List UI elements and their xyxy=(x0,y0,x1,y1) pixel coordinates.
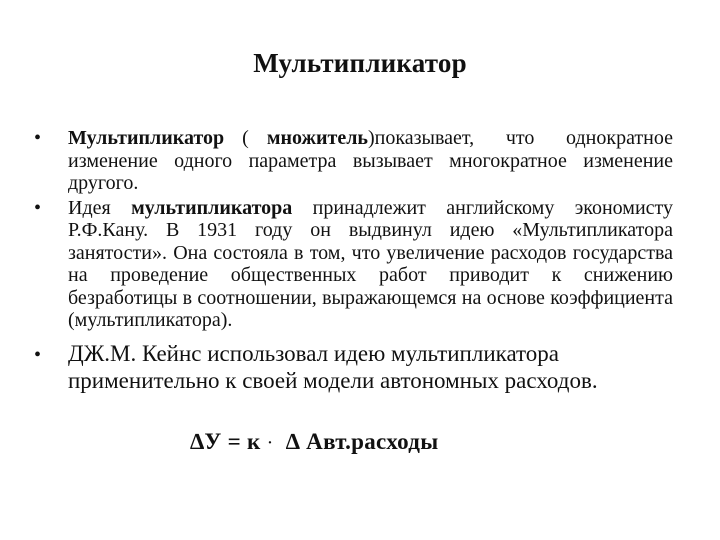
bullet-item xyxy=(30,197,673,332)
formula xyxy=(190,429,439,455)
formula-left: ∆У = к xyxy=(190,429,261,454)
slide-title: Мультипликатор xyxy=(253,48,467,78)
bullet-item xyxy=(30,340,673,394)
formula-operator: · xyxy=(266,432,274,454)
formula-right: ∆ Авт.расходы xyxy=(279,429,439,454)
bullet-marker: • xyxy=(34,196,42,219)
bullet-marker: • xyxy=(34,127,42,149)
bullet-text: )показывает, что однократное изменение одного параметра вызывает многократное изменение другого. xyxy=(68,127,673,194)
bullet-lead: Идея xyxy=(68,196,111,219)
bullet-text: принадлежит английскому экономисту Р.Ф.Кану. В 1931 году он выдвинул идею «Мультипликатора занятости». Она состояла в том, что увеличение расходов государства на проведение общественных работ приводит к снижению безработицы в соотношении, выражающемся на основе коэффициента (мультипликатора). xyxy=(68,196,674,331)
term-multiplier: Мультипликатор xyxy=(68,127,225,149)
bullet-item xyxy=(30,127,673,195)
term-multiplier: мультипликатора xyxy=(131,196,293,219)
bullet-marker: • xyxy=(34,343,42,366)
bullet-text: ДЖ.М. Кейнс использовал идею мультипликатора применительно к своей модели автономных расходов. xyxy=(68,340,598,393)
paren-open: ( xyxy=(242,127,249,149)
bullet-list xyxy=(30,127,673,396)
term-factor: множитель xyxy=(266,127,368,149)
